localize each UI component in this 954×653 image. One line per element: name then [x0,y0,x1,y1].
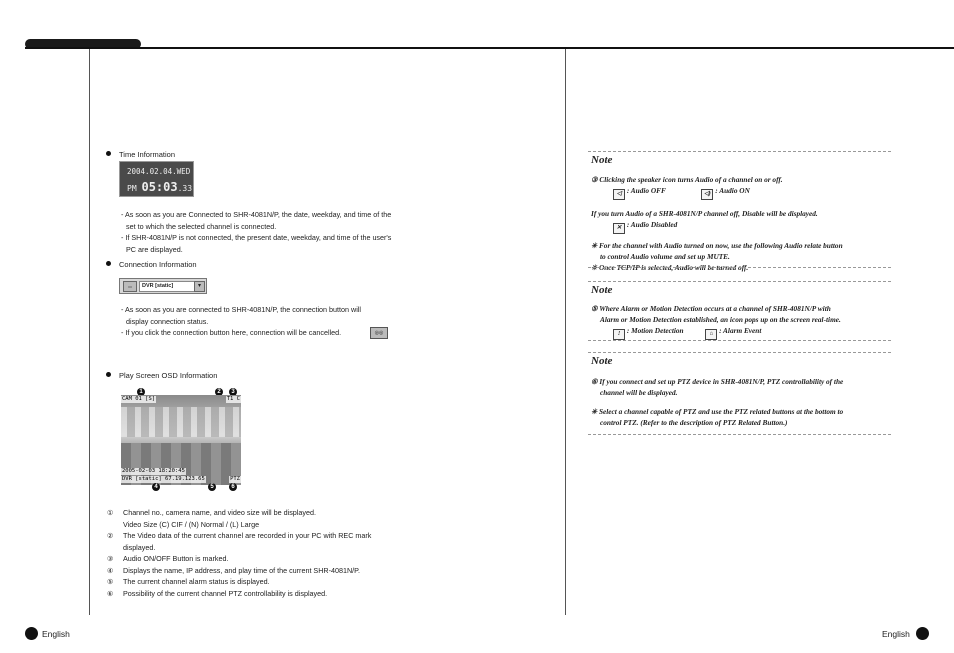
connection-line: display connection status. [126,316,209,326]
note2-line: Alarm or Motion Detection established, an icon pops up on the screen real-time. [600,315,841,324]
osd-legend-item: ① Channel no., camera name, and video size will be displayed. [107,508,316,517]
page-marker-left [25,627,38,640]
note2-title: Note [591,284,613,296]
speaker-off-icon: ◁ [613,189,625,200]
footer-language-left: English [42,629,70,639]
note-separator [588,340,891,341]
clock-seconds: .33 [177,184,193,193]
time-line: set to which the selected channel is connected. [126,221,277,231]
ceiling-lights [121,407,241,437]
osd-legend-item: Video Size (C) CIF / (N) Normal / (L) Large [123,519,260,529]
note3-title: Note [591,355,613,367]
connection-description [121,304,361,339]
audio-icons-row: ◁ : Audio OFF ◁) : Audio ON [591,185,891,200]
alarm-event-icon: ⌂ [705,329,717,340]
motion-detection-icon: ! [613,329,625,340]
page-marker-right [916,627,929,640]
speaker-disabled-icon: ✕ [613,223,625,234]
osd-channel-label: CAM 01 [S] [122,396,156,402]
center-divider [565,49,566,615]
chevron-down-icon[interactable]: ▾ [194,281,205,292]
marker-1: 1 [137,388,145,396]
bullet-icon [106,151,111,156]
note-separator [588,352,891,353]
note3-line: control PTZ. (Refer to the description of PTZ Related Button.) [600,418,788,427]
marker-5: 5 [208,483,216,491]
note-separator [588,151,891,152]
osd-legend [107,507,371,599]
header-rule [25,47,954,49]
alarm-icons-row: ! : Motion Detection ⌂ : Alarm Event [591,325,891,340]
osd-heading: Play Screen OSD Information [106,371,217,380]
audio-disabled-row: ✕ : Audio Disabled [591,219,891,234]
time-display [119,161,194,197]
marker-6: 6 [229,483,237,491]
connection-button-icon[interactable]: ◎◎ [370,327,388,339]
note1-line: ③ Clicking the speaker icon turns Audio of a channel on or off. [591,175,783,184]
osd-ptz: PTZ [230,476,240,482]
connection-heading: Connection Information [106,260,197,269]
time-line: - As soon as you are Connected to SHR-4081N/P, the date, weekday, and time of the [121,210,392,219]
connection-line: - If you click the connection button here, connection will be cancelled. [121,328,342,337]
note3-line: ✳ Select a channel capable of PTZ and use the PTZ related buttons at the bottom to [591,407,844,416]
osd-datetime: 2005-02-03 18:20:45 [122,468,185,474]
osd-legend-item: ⑥ Possibility of the current channel PTZ controllability is displayed. [107,588,328,598]
note1-line: ✳ For the channel with Audio turned on now, use the following Audio relate button [591,241,843,250]
clock-time: 05:03 [141,180,178,194]
note-separator [588,267,891,268]
note3-line: ⑥ If you connect and set up PTZ device in SHR-4081N/P, PTZ controllability of the [591,377,844,386]
note1-line: to control Audio volume and set up MUTE. [600,252,730,261]
note2-line: ⑤ Where Alarm or Motion Detection occurs at a channel of SHR-4081N/P with [591,304,831,313]
time-description [121,209,391,255]
note3-line: channel will be displayed. [600,388,678,397]
time-line: - If SHR-4081N/P is not connected, the present date, weekday, and time of the user's [121,233,392,242]
speaker-on-icon: ◁) [701,189,713,200]
time-heading: Time Information [106,150,175,159]
osd-screenshot [121,395,241,485]
connection-selector[interactable] [119,278,207,294]
bullet-icon [106,372,111,377]
connection-line: - As soon as you are connected to SHR-4081N/P, the connection button will [121,305,361,314]
osd-legend-item: ④ Displays the name, IP address, and play time of the current SHR-4081N/P. [107,565,361,575]
osd-legend-item: ③ Audio ON/OFF Button is marked. [107,554,229,563]
marker-4: 4 [152,483,160,491]
bullet-icon [106,261,111,266]
note3-body [591,376,891,428]
time-display-date: 2004.02.04.WED [127,167,191,176]
footer-language-right: English [882,629,910,639]
time-line: PC are displayed. [126,244,183,254]
ampm: PM [127,184,137,193]
connection-field[interactable]: DVR [static] [139,281,198,292]
osd-legend-item: ⑤ The current channel alarm status is displayed. [107,577,270,586]
note-separator [588,281,891,282]
marker-3: 3 [229,388,237,396]
note1-line: If you turn Audio of a SHR-4081N/P channel off, Disable will be displayed. [591,209,818,218]
left-margin-line [89,49,90,615]
dvr-icon: ▭ [123,281,137,292]
time-display-clock [127,180,192,194]
osd-rec-audio: T1 C [226,396,240,402]
osd-legend-item: ② The Video data of the current channel are recorded in your PC with REC mark [107,531,372,540]
osd-dvr-info: DVR [static] 67.19.123.65 [122,476,205,482]
note1-title: Note [591,154,613,166]
marker-2: 2 [215,388,223,396]
osd-legend-item: displayed. [123,542,156,552]
note1-line: ✳ Once TCP/IP is selected, Audio will be turned off. [591,263,749,272]
note1-body [591,174,891,273]
note2-body [591,303,891,340]
note-separator [588,434,891,435]
